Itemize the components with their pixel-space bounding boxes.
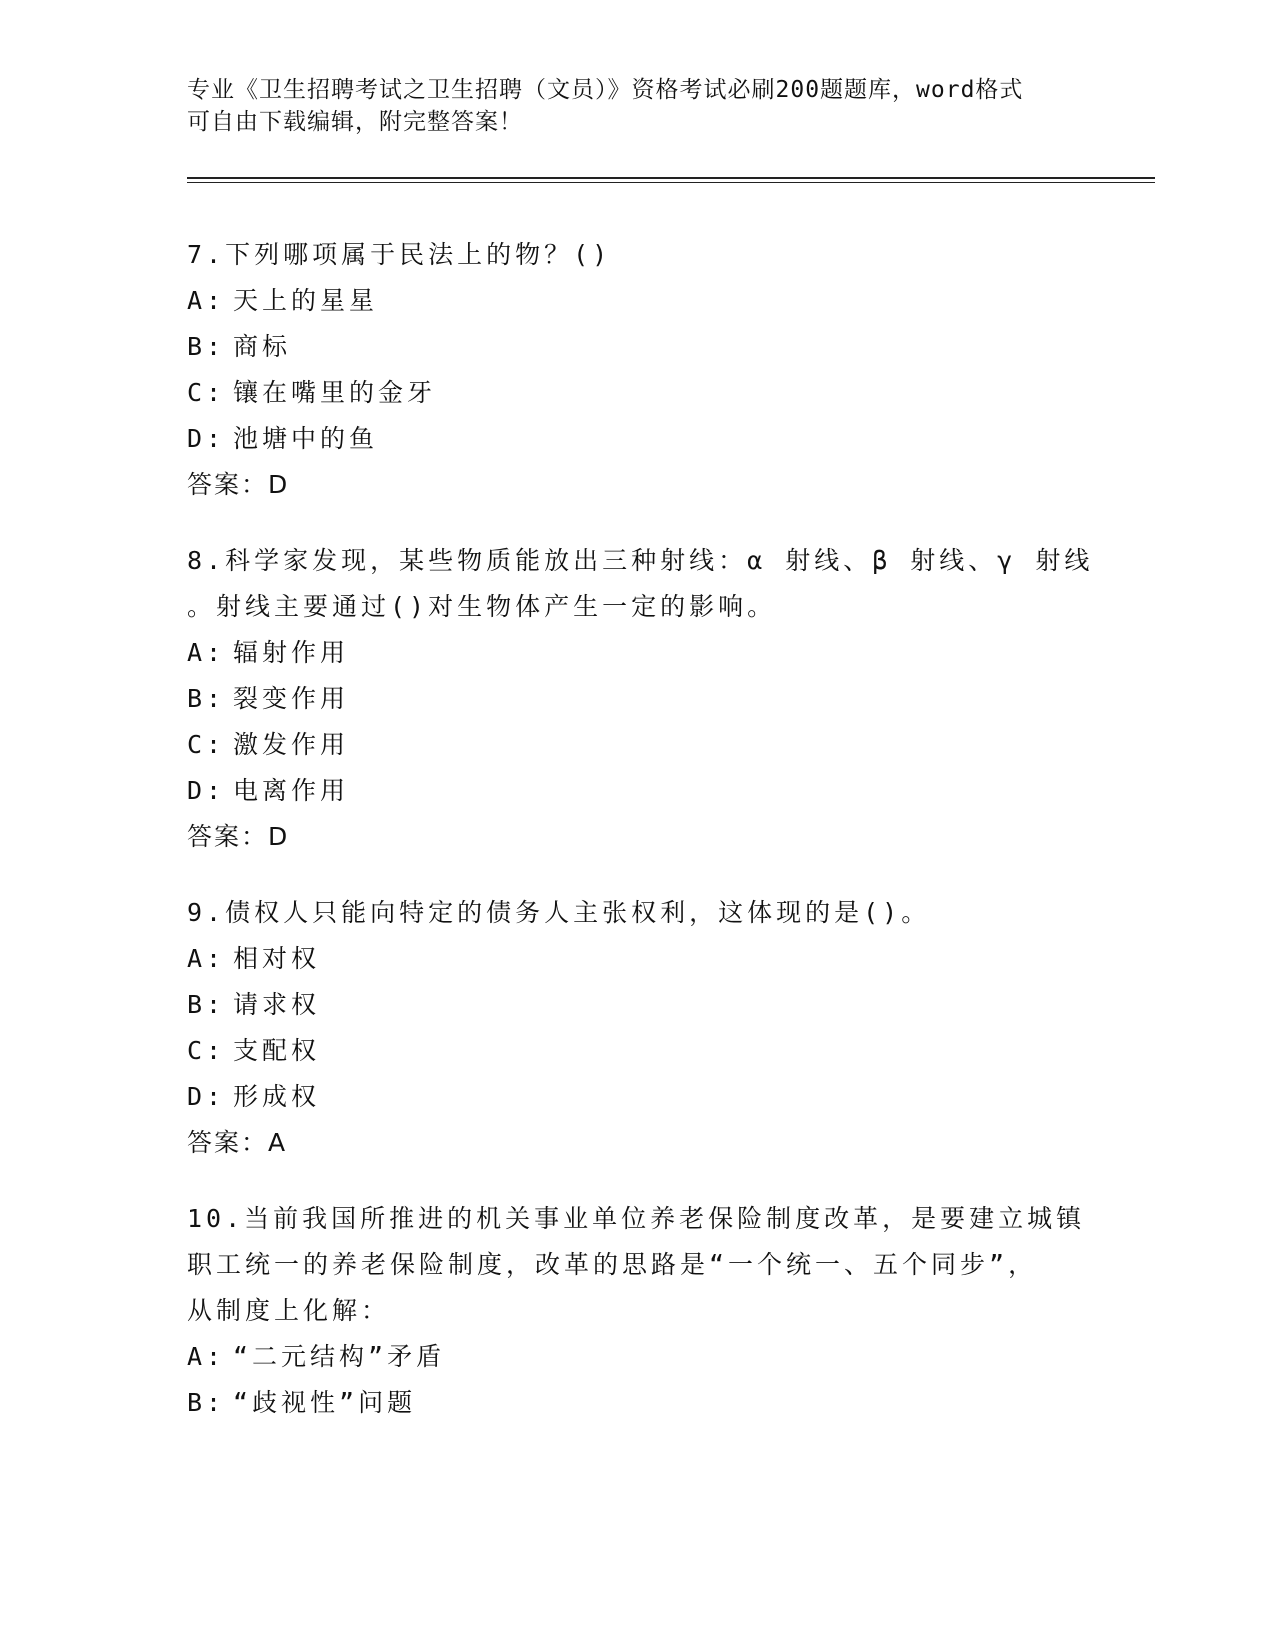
option-text: 相对权	[233, 944, 321, 973]
option-a	[187, 936, 1087, 982]
header-line-2: 可自由下载编辑，附完整答案！	[187, 109, 523, 135]
option-b	[187, 324, 1087, 370]
option-letter: C:	[187, 1036, 226, 1065]
option-text: 商标	[233, 332, 292, 361]
answer-line: 答案：D	[187, 822, 290, 851]
option-letter: A:	[187, 944, 226, 973]
option-text: 支配权	[233, 1036, 321, 1065]
question-7	[187, 232, 1087, 508]
option-letter: B:	[187, 684, 226, 713]
header-divider-thin	[187, 182, 1155, 183]
question-stem: 9.债权人只能向特定的债务人主张权利，这体现的是()。	[187, 898, 931, 927]
option-letter: D:	[187, 1082, 226, 1111]
option-d	[187, 1074, 1087, 1120]
option-text: 激发作用	[233, 730, 350, 759]
option-text: “歧视性”问题	[233, 1388, 417, 1417]
option-letter: D:	[187, 424, 226, 453]
option-text: 池塘中的鱼	[233, 424, 379, 453]
question-stem-continued: 职工统一的养老保险制度，改革的思路是“一个统一、五个同步”，	[187, 1250, 1038, 1279]
option-text: 辐射作用	[233, 638, 350, 667]
option-b	[187, 676, 1087, 722]
option-c	[187, 370, 1087, 416]
option-letter: A:	[187, 286, 226, 315]
option-text: 裂变作用	[233, 684, 350, 713]
question-stem: 8.科学家发现，某些物质能放出三种射线：α 射线、β 射线、γ 射线	[187, 546, 1094, 575]
option-d	[187, 768, 1087, 814]
header-divider-thick	[187, 177, 1155, 179]
question-stem-continued: 从制度上化解：	[187, 1296, 391, 1325]
option-a	[187, 630, 1087, 676]
question-10	[187, 1196, 1087, 1426]
option-text: 请求权	[233, 990, 321, 1019]
option-a	[187, 1334, 1087, 1380]
question-stem-continued: 。射线主要通过()对生物体产生一定的影响。	[187, 592, 777, 621]
option-d	[187, 416, 1087, 462]
option-text: 镶在嘴里的金牙	[233, 378, 437, 407]
option-text: “二元结构”矛盾	[233, 1342, 446, 1371]
option-b	[187, 982, 1087, 1028]
question-8	[187, 538, 1094, 860]
option-letter: A:	[187, 638, 226, 667]
option-letter: B:	[187, 1388, 226, 1417]
option-b	[187, 1380, 1087, 1426]
option-text: 形成权	[233, 1082, 321, 1111]
document-header	[187, 74, 1067, 138]
option-c	[187, 722, 1087, 768]
answer-line: 答案：D	[187, 470, 290, 499]
option-a	[187, 278, 1087, 324]
header-line-1: 专业《卫生招聘考试之卫生招聘（文员）》资格考试必刷200题题库，word格式	[187, 77, 1024, 103]
question-stem: 7.下列哪项属于民法上的物？()	[187, 240, 612, 269]
option-letter: C:	[187, 378, 226, 407]
question-stem: 10.当前我国所推进的机关事业单位养老保险制度改革，是要建立城镇	[187, 1204, 1086, 1233]
option-text: 电离作用	[233, 776, 350, 805]
option-letter: B:	[187, 332, 226, 361]
option-letter: B:	[187, 990, 226, 1019]
answer-line: 答案：A	[187, 1128, 288, 1157]
option-text: 天上的星星	[233, 286, 379, 315]
question-9	[187, 890, 1087, 1166]
question-list	[187, 232, 1094, 1456]
option-letter: A:	[187, 1342, 226, 1371]
option-letter: C:	[187, 730, 226, 759]
option-c	[187, 1028, 1087, 1074]
option-letter: D:	[187, 776, 226, 805]
